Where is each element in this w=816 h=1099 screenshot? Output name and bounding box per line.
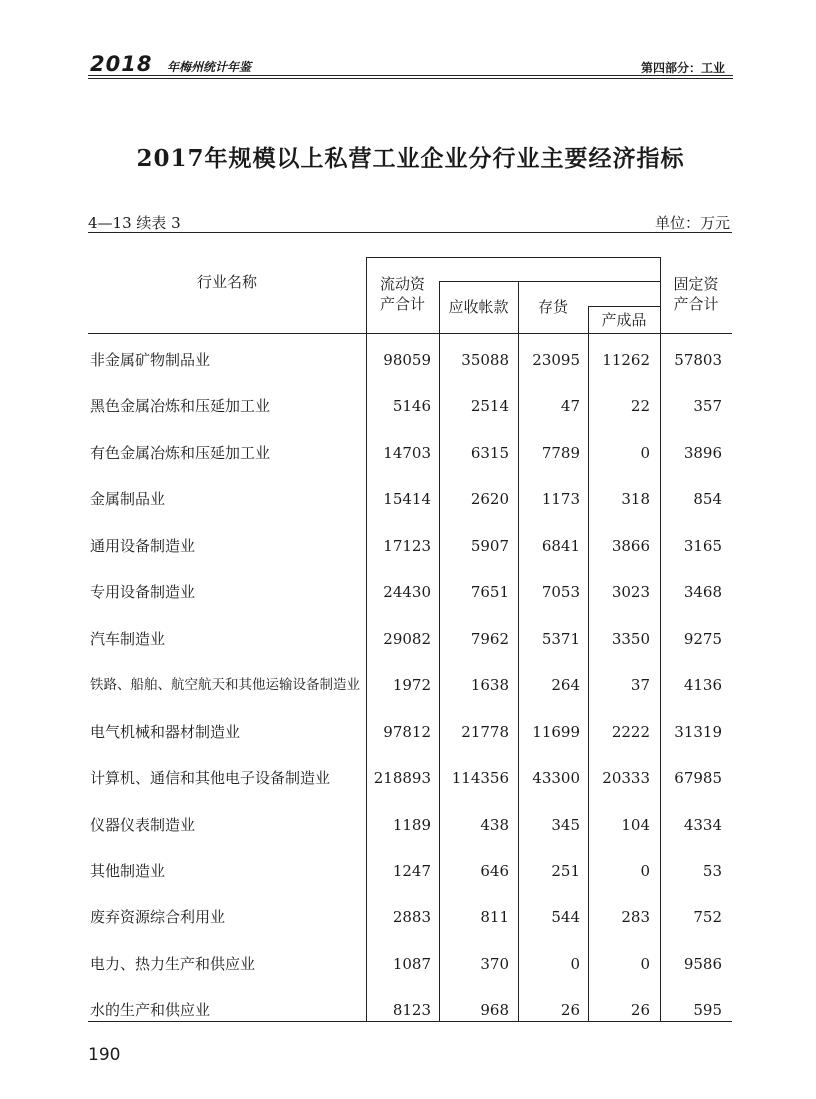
finished-goods-value: 26: [630, 1001, 650, 1019]
receivables-value: 7962: [470, 630, 509, 648]
current-assets-value: 1247: [392, 862, 431, 880]
table-row: [88, 582, 732, 602]
fixed-assets-value: 67985: [674, 769, 722, 787]
finished-goods-value: 0: [640, 955, 650, 973]
inventory-value: 5371: [541, 630, 580, 648]
industry-name: 非金属矿物制品业: [90, 351, 211, 369]
finished-goods-value: 11262: [602, 351, 650, 369]
industry-name: 黑色金属冶炼和压延加工业: [90, 397, 271, 415]
table-row: [88, 536, 732, 556]
industry-name: 金属制品业: [90, 490, 166, 508]
receivables-value: 1638: [470, 676, 509, 694]
receivables-value: 35088: [461, 351, 509, 369]
table-row: [88, 768, 732, 788]
inventory-value: 7789: [541, 444, 580, 462]
inventory-value: 345: [551, 816, 580, 834]
finished-goods-value: 37: [630, 676, 650, 694]
industry-name: 通用设备制造业: [90, 537, 196, 555]
finished-goods-value: 20333: [602, 769, 650, 787]
fixed-assets-value: 357: [693, 397, 722, 415]
receivables-value: 114356: [451, 769, 509, 787]
receivables-value: 2514: [470, 397, 509, 415]
inventory-value: 47: [560, 397, 580, 415]
current-assets-value: 218893: [373, 769, 431, 787]
receivables-value: 5907: [470, 537, 509, 555]
current-assets-value: 24430: [383, 583, 431, 601]
industry-name: 计算机、通信和其他电子设备制造业: [90, 769, 331, 787]
finished-goods-value: 2222: [611, 723, 650, 741]
inventory-value: 264: [551, 676, 580, 694]
fixed-assets-value: 31319: [674, 723, 722, 741]
fixed-assets-value: 9586: [683, 955, 722, 973]
header-rule-thin: [88, 78, 733, 79]
column-header-finished-goods: 产成品: [601, 311, 647, 329]
table-row: [88, 954, 732, 974]
fixed-assets-value: 9275: [683, 630, 722, 648]
page-title: 2017年规模以上私营工业企业分行业主要经济指标: [136, 145, 685, 172]
fixed-assets-value: 3165: [683, 537, 722, 555]
header-subspan-rule: [439, 281, 660, 282]
column-header-fixed-assets: [660, 274, 732, 314]
industry-name: 有色金属冶炼和压延加工业: [90, 444, 271, 462]
table-row: [88, 629, 732, 649]
column-header-fixed-assets-line2: 产合计: [673, 295, 719, 313]
finished-goods-value: 0: [640, 862, 650, 880]
yearbook-year: 2018: [90, 52, 153, 76]
industry-name: 铁路、船舶、航空航天和其他运输设备制造业: [90, 677, 360, 693]
inventory-value: 11699: [532, 723, 580, 741]
inventory-value: 544: [551, 908, 580, 926]
inventory-value: 0: [570, 955, 580, 973]
current-assets-value: 29082: [383, 630, 431, 648]
table-row: [88, 1000, 732, 1020]
header-rule: [88, 75, 733, 76]
header-span-rule: [366, 257, 660, 258]
table-id: 4—13 续表 3: [88, 214, 181, 232]
table-row: [88, 443, 732, 463]
current-assets-value: 14703: [383, 444, 431, 462]
industry-name: 电气机械和器材制造业: [90, 723, 241, 741]
table-bottom-rule: [88, 1021, 732, 1022]
table-row: [88, 675, 732, 695]
finished-goods-value: 104: [621, 816, 650, 834]
current-assets-value: 98059: [383, 351, 431, 369]
receivables-value: 811: [480, 908, 509, 926]
receivables-value: 7651: [470, 583, 509, 601]
finished-goods-value: 3866: [611, 537, 650, 555]
current-assets-value: 8123: [392, 1001, 431, 1019]
column-header-current-assets-line1: 流动资: [379, 275, 425, 293]
fixed-assets-value: 3468: [683, 583, 722, 601]
receivables-value: 370: [480, 955, 509, 973]
receivables-value: 21778: [461, 723, 509, 741]
receivables-value: 438: [480, 816, 509, 834]
industry-name: 电力、热力生产和供应业: [90, 955, 256, 973]
current-assets-value: 2883: [392, 908, 431, 926]
table-row: [88, 907, 732, 927]
table-row: [88, 350, 732, 370]
fixed-assets-value: 53: [702, 862, 722, 880]
fixed-assets-value: 4136: [683, 676, 722, 694]
column-header-industry: 行业名称: [196, 273, 257, 291]
table-header-bottom-rule: [88, 333, 732, 334]
receivables-value: 2620: [470, 490, 509, 508]
inventory-value: 26: [560, 1001, 580, 1019]
current-assets-value: 17123: [383, 537, 431, 555]
column-header-fixed-assets-line1: 固定资: [673, 275, 719, 293]
table-row: [88, 396, 732, 416]
column-header-inventory: 存货: [537, 298, 568, 316]
table-row: [88, 815, 732, 835]
inventory-value: 23095: [532, 351, 580, 369]
finished-goods-value: 22: [630, 397, 650, 415]
unit-label: 单位：万元: [654, 214, 730, 232]
inventory-value: 251: [551, 862, 580, 880]
industry-name: 仪器仪表制造业: [90, 816, 196, 834]
current-assets-value: 5146: [392, 397, 431, 415]
industry-name: 水的生产和供应业: [90, 1001, 211, 1019]
running-header: [88, 50, 733, 76]
finished-goods-value: 318: [621, 490, 650, 508]
column-header-current-assets: [366, 274, 439, 314]
fixed-assets-value: 4334: [683, 816, 722, 834]
fixed-assets-value: 595: [693, 1001, 722, 1019]
inventory-value: 1173: [541, 490, 580, 508]
finished-goods-value: 3350: [611, 630, 650, 648]
industry-name: 汽车制造业: [90, 630, 166, 648]
current-assets-value: 97812: [383, 723, 431, 741]
table-row: [88, 489, 732, 509]
fixed-assets-value: 854: [693, 490, 722, 508]
inventory-value: 43300: [532, 769, 580, 787]
finished-goods-value: 3023: [611, 583, 650, 601]
section-label: 第四部分：工业: [640, 61, 725, 75]
finished-goods-value: 283: [621, 908, 650, 926]
fixed-assets-value: 3896: [683, 444, 722, 462]
receivables-value: 6315: [470, 444, 509, 462]
fixed-assets-value: 57803: [674, 351, 722, 369]
inventory-value: 7053: [541, 583, 580, 601]
table-row: [88, 861, 732, 881]
receivables-value: 968: [480, 1001, 509, 1019]
fixed-assets-value: 752: [693, 908, 722, 926]
table-top-rule: [88, 232, 732, 233]
column-header-current-assets-line2: 产合计: [379, 295, 425, 313]
current-assets-value: 1189: [392, 816, 431, 834]
table-row: [88, 722, 732, 742]
industry-name: 专用设备制造业: [90, 583, 196, 601]
header-finished-goods-rule: [588, 306, 660, 307]
industry-name: 其他制造业: [90, 862, 166, 880]
current-assets-value: 15414: [383, 490, 431, 508]
column-header-receivables: 应收帐款: [448, 298, 509, 316]
industry-name: 废弃资源综合利用业: [90, 908, 226, 926]
receivables-value: 646: [480, 862, 509, 880]
page-number: 190: [88, 1045, 121, 1065]
current-assets-value: 1972: [392, 676, 431, 694]
yearbook-name: 年梅州统计年鉴: [167, 60, 252, 74]
finished-goods-value: 0: [640, 444, 650, 462]
current-assets-value: 1087: [392, 955, 431, 973]
inventory-value: 6841: [541, 537, 580, 555]
